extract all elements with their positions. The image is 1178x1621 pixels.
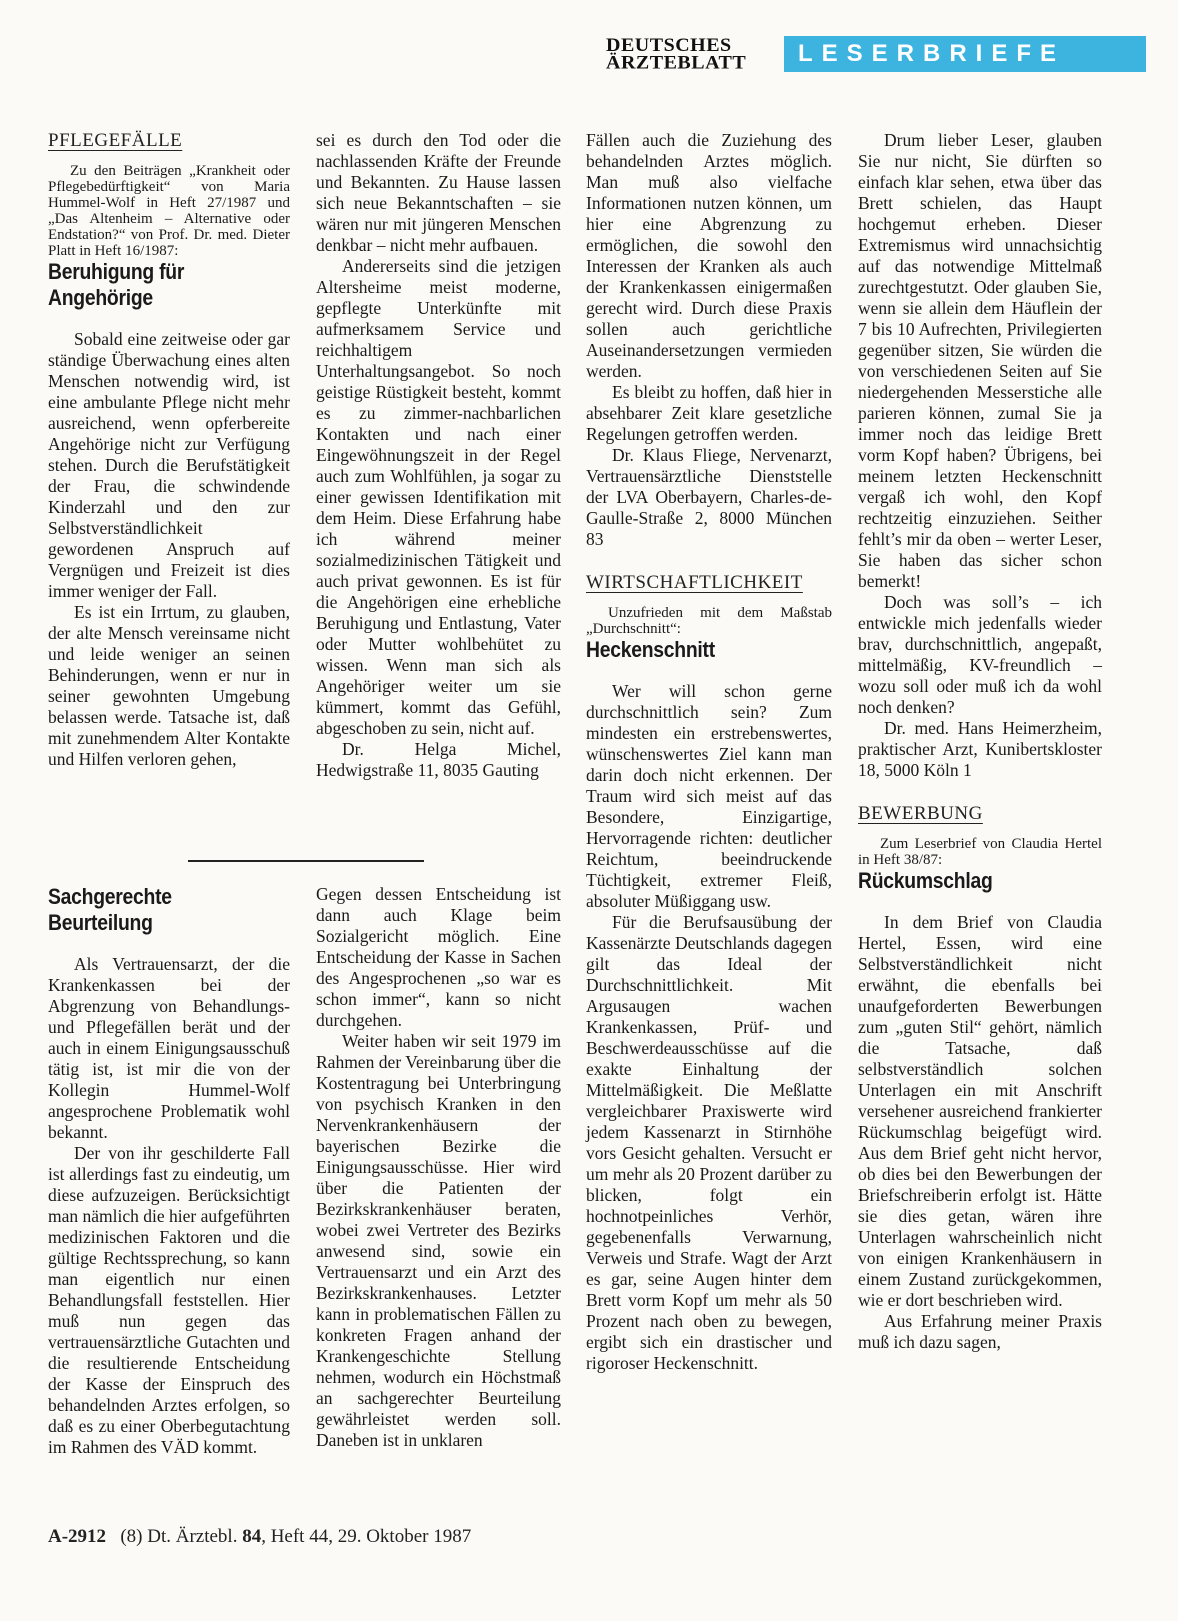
journal-abbreviation: Dt. Ärztebl. — [147, 1526, 238, 1547]
issue-info: Heft 44, 29. Oktober 1987 — [270, 1526, 472, 1547]
article3-col4-paragraph: Doch was soll’s – ich entwickle mich jedenfalls wieder brav, durchschnittlich, angepaßt, mittelmäßig, KV-freundlich – wozu soll oder muß ich da wohl noch denken? — [858, 592, 1102, 717]
article-divider-rule — [188, 860, 424, 862]
article2-col3-paragraph: Es bleibt zu hoffen, daß hier in absehbarer Zeit klare gesetzliche Regelungen getroffen werden. — [586, 382, 832, 444]
article2-column1 — [48, 884, 290, 1458]
article3-intro: Unzufrieden mit dem Maßstab „Durchschnitt“: — [586, 605, 832, 637]
page-footer: A-2912 (8) Dt. Ärztebl. 84, Heft 44, 29. Oktober 1987 — [48, 1526, 472, 1547]
article4-col4-paragraph: Aus Erfahrung meiner Praxis muß ich dazu sagen, — [858, 1311, 1102, 1352]
article1-intro: Zu den Beiträgen „Krankheit oder Pflegebedürftigkeit“ von Maria Hummel-Wolf in Heft 27/1987 und „Das Altenheim – Alternative oder Endstation?“ von Prof. Dr. med. Dieter Platt in Heft 16/1987: — [48, 163, 290, 259]
article1-col1-paragraph: Sobald eine zeitweise oder gar ständige Überwachung eines alten Menschen notwendig wird, ist eine ambulante Pflege nicht mehr ausreichend, wenn opferbereite Angehörige nicht zur Verfügung stehen. Durch die Berufstätigkeit der Frau, die schwindende Kinderzahl und den zur Selbstverständlichkeit gewordenen Anspruch auf Vergnügen und Freizeit ist dies immer weniger der Fall. — [48, 329, 290, 601]
section-label-pflegefaelle: PFLEGEFÄLLE — [48, 130, 183, 151]
article3-col3-paragraph: Für die Berufsausübung der Kassenärzte Deutschlands dagegen gilt das Ideal der Durchschnittlichkeit. Mit Argusaugen wachen Krankenkassen, Prüf- und Beschwerdeausschüsse auf die exakte Einhaltung der Mittelmäßigkeit. Die Meßlatte vergleichbarer Praxiswerte wird jedem Kassenarzt in Stirnhöhe vors Gesicht gehalten. Versucht er um mehr als 20 Prozent darüber zu blicken, folgt ein hochnotpeinliches Verhör, gegebenenfalls Verwarnung, Verweis und Strafe. Wagt der Arzt es gar, seine Augen hinter dem Brett vorm Kopf um mehr als 50 Prozent nach oben zu bewegen, ergibt sich ein drastischer und rigoroser Heckenschnitt. — [586, 912, 832, 1373]
article2-headline: Sachgerechte Beurteilung — [48, 884, 172, 935]
journal-logo-line2: ÄRZTEBLATT — [606, 52, 747, 73]
article2-signature: Dr. Klaus Fliege, Nervenarzt, Vertrauensärztliche Dienststelle der LVA Oberbayern, Charles-de-Gaulle-Straße 2, 8000 München 83 — [586, 445, 832, 549]
article2-col3-paragraph: Fällen auch die Zuziehung des behandelnden Arztes möglich. Man muß also vielfache Informationen nutzen können, um hier eine Abgrenzung zu ermöglichen, die sowohl den Interessen der Kranken als auch der Krankenkassen einigermaßen gerecht wird. Durch diese Praxis sollen auch gerichtliche Auseinandersetzungen vermieden werden. — [586, 130, 832, 381]
column4 — [858, 130, 1102, 1353]
article1-headline: Beruhigung für Angehörige — [48, 259, 185, 310]
article3-col4-paragraph: Drum lieber Leser, glauben Sie nur nicht, Sie dürften so einfach klar sehen, etwa über das Brett schielen, das Haupt hochgemut erheben. Dieser Extremismus wird unnachsichtig auf das notwendige Mittelmaß zurechtgestutzt. Oder glauben Sie, wenn sie allein dem Häuflein der 7 bis 10 Aufrechten, Privilegierten gegenüber sitzen, Sie würden die von verschiedenen Seiten auf Sie niedergehenden Messerstiche alle parieren können, zumal Sie ja immer noch das leidige Brett vorm Kopf haben? Übrigens, bei meinem letzten Heckenschnitt vergaß ich wohl, den Kopf rechtzeitig einzuziehen. Seither fehlt’s mir da oben – werter Leser, Sie haben das sicher schon bemerkt! — [858, 130, 1102, 591]
article2-col2-paragraph: Weiter haben wir seit 1979 im Rahmen der Vereinbarung über die Kostentragung bei Unterbringung von psychisch Kranken in den Nervenkrankenhäusern der bayerischen Bezirke die Einigungsausschüsse. Hier wird über die Patienten der Bezirkskrankenhäuser beraten, wobei zwei Vertreter des Bezirks anwesend sind, sowie ein Vertrauensarzt und ein Arzt des Bezirkskrankenhauses. Letzter kann in problematischen Fällen zu konkreten Fragen anhand der Krankengeschichte Stellung nehmen, wodurch ein Höchstmaß an sachgerechter Beurteilung gewährleistet werden soll. Daneben ist in unklaren — [316, 1031, 561, 1450]
article2-col1-paragraph: Der von ihr geschilderte Fall ist allerdings fast zu eindeutig, um diese aufzuzeigen. Berücksichtigt man nämlich die hier aufgeführten medizinischen Faktoren und die gültige Rechtssprechung, so kann man eigentlich nur einen Behandlungsfall feststellen. Hier muß nun gegen das vertrauensärztliche Gutachten und die resultierende Entscheidung der Kasse der Einspruch des behandelnden Arztes erfolgen, so daß es zu einer Oberbegutachtung im Rahmen des VÄD kommt. — [48, 1143, 290, 1457]
article1-column1 — [48, 130, 290, 770]
article3-col3-paragraph: Wer will schon gerne durchschnittlich sein? Zum mindesten ein erstrebenswertes, wünschenswertes Ziel kann man darin doch nicht erkennen. Der Traum wird sich meist auf das Besondere, Einzigartige, Hervorragende richten: deutlicher Reichtum, beeindruckende Tüchtigkeit, extremer Fleiß, absoluter Müßiggang usw. — [586, 681, 832, 911]
article2-column2 — [316, 884, 561, 1451]
article4-headline: Rückumschlag — [858, 868, 993, 893]
page-number: A-2912 — [48, 1526, 107, 1547]
journal-logo-line1: DEUTSCHES — [606, 35, 732, 56]
article1-column2 — [316, 130, 561, 781]
article4-col4-paragraph: In dem Brief von Claudia Hertel, Essen, wird eine Selbstverständlichkeit nicht erwähnt, die ebenfalls bei unaufgeforderten Bewerbungen zum „guten Stil“ gehört, nämlich die Tatsache, daß selbstverständlich solchen Unterlagen ein mit Anschrift versehener ausreichend frankierter Rückumschlag beigefügt wird. Aus dem Brief geht nicht hervor, ob dies bei den Bewerbungen der Briefschreiberin erfolgt ist. Hätte sie dies getan, wären ihre Unterlagen wahrscheinlich nicht von einigen Krankenhäusern in einem Zustand zurückgekommen, wie er dort beschrieben wird. — [858, 912, 1102, 1310]
article2-col1-paragraph: Als Vertrauensarzt, der die Krankenkassen bei der Abgrenzung von Behandlungs- und Pflegefällen berät und der auch in einem Einigungsausschuß tätig ist, ist mir die von der Kollegin Hummel-Wolf angesprochene Problematik wohl bekannt. — [48, 954, 290, 1142]
section-label-bewerbung: BEWERBUNG — [858, 803, 983, 824]
article1-col1-paragraph: Es ist ein Irrtum, zu glauben, der alte Mensch vereinsame nicht und leide weniger an seinen Behinderungen, wenn er nur in seiner gewohnten Umgebung belassen werde. Tatsache ist, daß mit zunehmendem Alter Kontakte und Hilfen verloren gehen, — [48, 602, 290, 769]
section-banner: LESERBRIEFE — [784, 36, 1146, 72]
article3-signature: Dr. med. Hans Heimerzheim, praktischer Arzt, Kunibertskloster 18, 5000 Köln 1 — [858, 718, 1102, 780]
article3-headline: Heckenschnitt — [586, 637, 715, 662]
article4-intro: Zum Leserbrief von Claudia Hertel in Heft 38/87: — [858, 836, 1102, 868]
article1-signature: Dr. Helga Michel, Hedwigstraße 11, 8035 Gauting — [316, 739, 561, 780]
section-label-wirtschaftlichkeit: WIRTSCHAFTLICHKEIT — [586, 572, 803, 593]
volume-number: 84 — [242, 1526, 262, 1547]
column3 — [586, 130, 832, 1374]
article1-col2-paragraph: sei es durch den Tod oder die nachlassenden Kräfte der Freunde und Bekannten. Zu Hause lassen sich neue Bekanntschaften – sie wären nur mit jüngeren Menschen denkbar – nicht mehr aufbauen. — [316, 130, 561, 255]
article1-col2-paragraph: Andererseits sind die jetzigen Altersheime meist moderne, gepflegte Unterkünfte mit aufmerksamem Service und reichhaltigem Unterhaltungsangebot. So noch geistige Rüstigkeit besteht, kommt es zu zimmer-nachbarlichen Kontakten und nach einer Eingewöhnungszeit in der Regel auch zum Wohlfühlen, ja sogar zu einer gewissen Identifikation mit dem Heim. Diese Erfahrung habe ich während meiner sozialmedizinischen Tätigkeit und auch privat gewonnen. Es ist für die Angehörigen eine erhebliche Beruhigung und Entlastung, Vater oder Mutter wohlbehütet zu wissen. Wenn man sich als Angehöriger weiter um sie kümmert, kommt das Gefühl, abgeschoben zu sein, nicht auf. — [316, 256, 561, 738]
article2-col2-paragraph: Gegen dessen Entscheidung ist dann auch Klage beim Sozialgericht möglich. Eine Entscheidung der Kasse in Sachen des Angesprochenen „so war es schon immer“, kann so nicht durchgehen. — [316, 884, 561, 1030]
page-number-parenthetical: (8) — [120, 1526, 143, 1547]
journal-logo — [606, 37, 774, 71]
